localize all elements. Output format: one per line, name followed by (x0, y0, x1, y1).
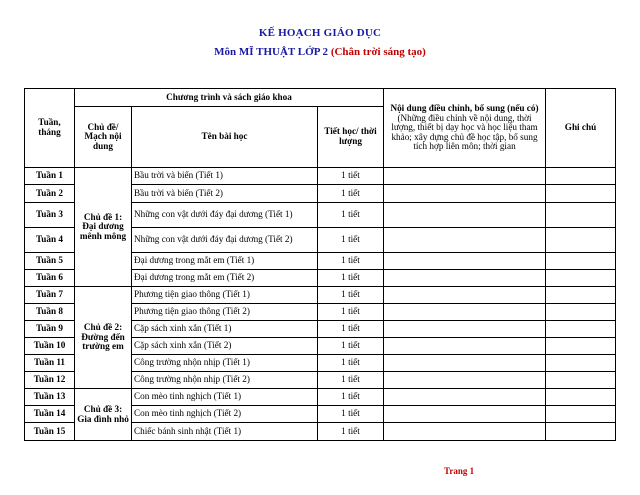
periods-cell: 1 tiết (318, 406, 384, 423)
adjustment-cell (384, 372, 546, 389)
adjustment-cell (384, 304, 546, 321)
week-cell: Tuần 2 (25, 185, 75, 203)
lesson-cell: Công trường nhộn nhịp (Tiết 2) (132, 372, 318, 389)
notes-cell (546, 423, 616, 441)
periods-cell: 1 tiết (318, 321, 384, 338)
lesson-cell: Con mèo tinh nghịch (Tiết 2) (132, 406, 318, 423)
lesson-cell: Những con vật dưới đáy đại dương (Tiết 2) (132, 228, 318, 253)
adjustment-cell (384, 228, 546, 253)
plan-body (25, 168, 616, 441)
lesson-cell: Cặp sách xinh xắn (Tiết 1) (132, 321, 318, 338)
topic-cell: Chủ đề 3: Gia đình nhỏ (75, 389, 132, 441)
week-cell: Tuần 1 (25, 168, 75, 185)
periods-cell: 1 tiết (318, 228, 384, 253)
periods-cell: 1 tiết (318, 185, 384, 203)
lesson-cell: Phương tiện giao thông (Tiết 1) (132, 287, 318, 304)
adjustment-cell (384, 321, 546, 338)
adjustment-cell (384, 406, 546, 423)
periods-cell: 1 tiết (318, 253, 384, 270)
periods-cell: 1 tiết (318, 389, 384, 406)
notes-cell (546, 203, 616, 228)
periods-cell: 1 tiết (318, 270, 384, 287)
header-topic: Chủ đề/ Mạch nội dung (75, 107, 132, 168)
week-cell: Tuần 8 (25, 304, 75, 321)
week-cell: Tuần 4 (25, 228, 75, 253)
lesson-cell: Những con vật dưới đáy đại dương (Tiết 1) (132, 203, 318, 228)
lesson-cell: Bầu trời và biển (Tiết 2) (132, 185, 318, 203)
topic-cell: Chủ đề 1: Đại dương mênh mông (75, 168, 132, 287)
notes-cell (546, 287, 616, 304)
week-cell: Tuần 13 (25, 389, 75, 406)
notes-cell (546, 304, 616, 321)
notes-cell (546, 228, 616, 253)
notes-cell (546, 168, 616, 185)
textbook-series-label: (Chân trời sáng tạo) (330, 46, 426, 58)
periods-cell: 1 tiết (318, 304, 384, 321)
document-subtitle (0, 46, 640, 58)
header-periods: Tiết học/ thời lượng (318, 107, 384, 168)
lesson-cell: Đại dương trong mắt em (Tiết 1) (132, 253, 318, 270)
notes-cell (546, 338, 616, 355)
periods-cell: 1 tiết (318, 203, 384, 228)
week-cell: Tuần 6 (25, 270, 75, 287)
header-week: Tuần, tháng (25, 89, 75, 168)
week-cell: Tuần 3 (25, 203, 75, 228)
lesson-cell: Bầu trời và biển (Tiết 1) (132, 168, 318, 185)
adjustment-cell (384, 270, 546, 287)
week-cell: Tuần 15 (25, 423, 75, 441)
topic-cell: Chủ đề 2: Đường đến trường em (75, 287, 132, 389)
lesson-cell: Phương tiện giao thông (Tiết 2) (132, 304, 318, 321)
notes-cell (546, 372, 616, 389)
week-cell: Tuần 12 (25, 372, 75, 389)
adjustment-cell (384, 203, 546, 228)
lesson-cell: Con mèo tinh nghịch (Tiết 1) (132, 389, 318, 406)
header-adjustments-desc: (Những điều chỉnh về nội dung, thời lượng, thiết bị dạy học và học liệu tham khảo; xây dựng chủ đề học tập, bổ sung tích hợp liên môn; thời gian (391, 112, 538, 152)
adjustment-cell (384, 287, 546, 304)
week-cell: Tuần 5 (25, 253, 75, 270)
lesson-cell: Chiếc bánh sinh nhật (Tiết 1) (132, 423, 318, 441)
adjustment-cell (384, 185, 546, 203)
notes-cell (546, 389, 616, 406)
table-row (25, 168, 616, 185)
header-adjustments-title: Nội dung điều chỉnh, bổ sung (nếu có) (390, 102, 539, 113)
adjustment-cell (384, 168, 546, 185)
periods-cell: 1 tiết (318, 355, 384, 372)
week-cell: Tuần 14 (25, 406, 75, 423)
week-cell: Tuần 10 (25, 338, 75, 355)
notes-cell (546, 355, 616, 372)
week-cell: Tuần 9 (25, 321, 75, 338)
header-notes: Ghi chú (546, 89, 616, 168)
header-row-1 (25, 89, 616, 107)
page-number: Trang 1 (444, 466, 475, 476)
table-row (25, 287, 616, 304)
table-row (25, 389, 616, 406)
week-cell: Tuần 11 (25, 355, 75, 372)
notes-cell (546, 406, 616, 423)
notes-cell (546, 185, 616, 203)
header-program-group: Chương trình và sách giáo khoa (75, 89, 384, 107)
adjustment-cell (384, 338, 546, 355)
periods-cell: 1 tiết (318, 372, 384, 389)
lesson-cell: Đại dương trong mắt em (Tiết 2) (132, 270, 318, 287)
lesson-cell: Công trường nhộn nhịp (Tiết 1) (132, 355, 318, 372)
periods-cell: 1 tiết (318, 423, 384, 441)
lesson-cell: Cặp sách xinh xắn (Tiết 2) (132, 338, 318, 355)
education-plan-table (24, 88, 616, 441)
notes-cell (546, 253, 616, 270)
header-lesson: Tên bài học (132, 107, 318, 168)
periods-cell: 1 tiết (318, 287, 384, 304)
notes-cell (546, 270, 616, 287)
periods-cell: 1 tiết (318, 168, 384, 185)
adjustment-cell (384, 253, 546, 270)
adjustment-cell (384, 423, 546, 441)
header-adjustments (384, 89, 546, 168)
week-cell: Tuần 7 (25, 287, 75, 304)
adjustment-cell (384, 389, 546, 406)
notes-cell (546, 321, 616, 338)
periods-cell: 1 tiết (318, 338, 384, 355)
adjustment-cell (384, 355, 546, 372)
document-title: KẾ HOẠCH GIÁO DỤC (258, 27, 382, 39)
subject-label: Môn MĨ THUẬT LỚP 2 (214, 46, 329, 58)
